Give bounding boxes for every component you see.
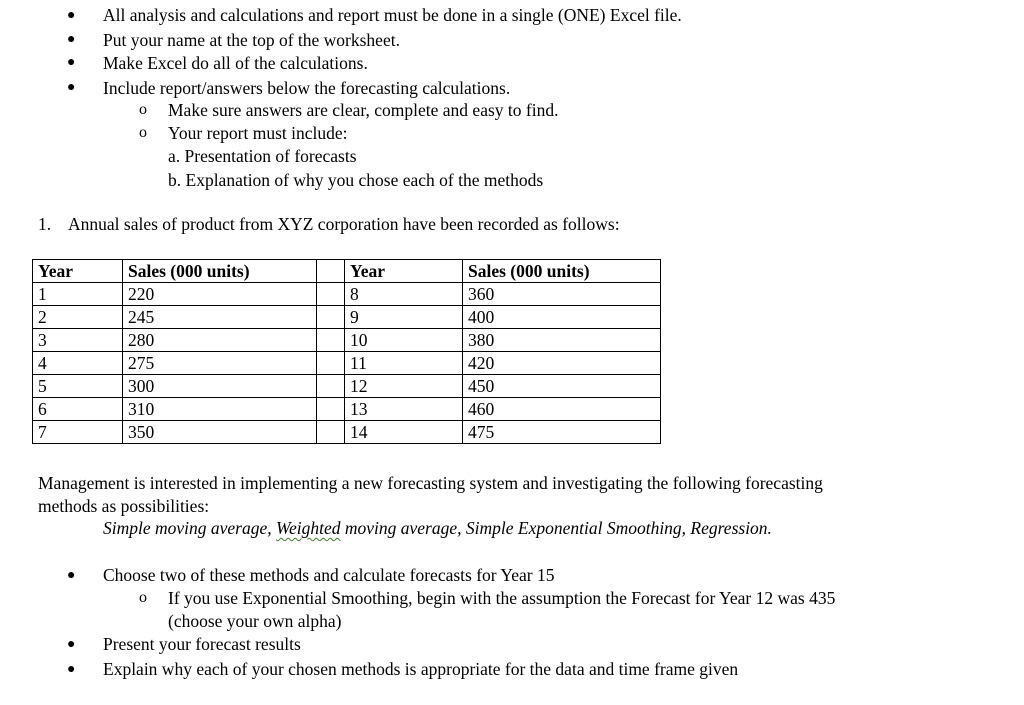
year-cell: 4 [33,352,123,375]
requirement-4: Include report/answers below the forecasting calculations. [103,78,511,98]
table-gap-cell [317,398,345,421]
sales-cell: 310 [123,398,317,421]
table-header-row [33,260,661,283]
year-cell: 1 [33,283,123,306]
sales-cell: 275 [123,352,317,375]
year-cell: 6 [33,398,123,421]
requirement-3: Make Excel do all of the calculations. [103,53,368,73]
requirement-1: All analysis and calculations and report must be done in a single (ONE) Excel file. [103,5,682,25]
table-row [33,421,661,444]
table-gap-cell [317,421,345,444]
circle-bullet-icon: o [139,124,147,141]
methods-part-1: Simple moving average, [103,518,277,538]
management-text-line-2: methods as possibilities: [38,496,210,516]
circle-bullet-icon: o [139,589,147,606]
bullet-icon: ● [67,32,76,47]
report-item-b: b. Explanation of why you chose each of the methods [168,170,544,190]
year-cell: 14 [345,421,463,444]
methods-part-2: moving average, Simple Exponential Smoothing, Regression. [340,518,772,538]
table-gap-cell [317,352,345,375]
table-row [33,398,661,421]
task-present: Present your forecast results [103,634,301,654]
methods-weighted: Weighted [276,518,341,538]
table-row [33,329,661,352]
sub-requirement-2: Your report must include: [168,123,348,143]
year-cell: 9 [345,306,463,329]
question-number: 1. [38,214,52,234]
sales-cell: 245 [123,306,317,329]
year-cell: 8 [345,283,463,306]
header-sales-2: Sales (000 units) [463,260,661,283]
table-gap-cell [317,329,345,352]
table-row [33,283,661,306]
table-row [33,306,661,329]
year-cell: 5 [33,375,123,398]
bullet-icon: ● [67,8,76,23]
sub-requirement-1: Make sure answers are clear, complete and easy to find. [168,100,559,120]
year-cell: 3 [33,329,123,352]
sales-cell: 280 [123,329,317,352]
sales-cell: 450 [463,375,661,398]
sales-cell: 460 [463,398,661,421]
task-explain: Explain why each of your chosen methods is appropriate for the data and time frame given [103,659,739,679]
table-row [33,375,661,398]
bullet-icon: ● [67,55,76,70]
header-year-2: Year [345,260,463,283]
requirement-2: Put your name at the top of the worksheet. [103,30,400,50]
sales-cell: 420 [463,352,661,375]
header-sales-1: Sales (000 units) [123,260,317,283]
table-row [33,352,661,375]
sales-cell: 350 [123,421,317,444]
sales-table [32,259,661,444]
year-cell: 13 [345,398,463,421]
sales-cell: 380 [463,329,661,352]
table-gap-cell [317,306,345,329]
report-item-a: a. Presentation of forecasts [168,146,357,166]
bullet-icon: ● [67,637,76,652]
table-gap-cell [317,260,345,283]
year-cell: 11 [345,352,463,375]
table-gap-cell [317,283,345,306]
task-exp-line-2: (choose your own alpha) [168,611,342,631]
question-text: Annual sales of product from XYZ corporation have been recorded as follows: [68,214,620,234]
header-year-1: Year [33,260,123,283]
year-cell: 10 [345,329,463,352]
year-cell: 2 [33,306,123,329]
methods-list [103,517,772,539]
bullet-icon: ● [67,662,76,677]
table-gap-cell [317,375,345,398]
bullet-icon: ● [67,568,76,583]
sales-cell: 475 [463,421,661,444]
task-choose: Choose two of these methods and calculate forecasts for Year 15 [103,565,555,585]
circle-bullet-icon: o [139,101,147,118]
sales-cell: 360 [463,283,661,306]
sales-cell: 220 [123,283,317,306]
task-exp-line-1: If you use Exponential Smoothing, begin with the assumption the Forecast for Year 12 was 435 [168,588,836,608]
year-cell: 7 [33,421,123,444]
management-text-line-1: Management is interested in implementing a new forecasting system and investigating the following forecasting [38,473,823,493]
sales-cell: 300 [123,375,317,398]
sales-cell: 400 [463,306,661,329]
year-cell: 12 [345,375,463,398]
bullet-icon: ● [67,80,76,95]
